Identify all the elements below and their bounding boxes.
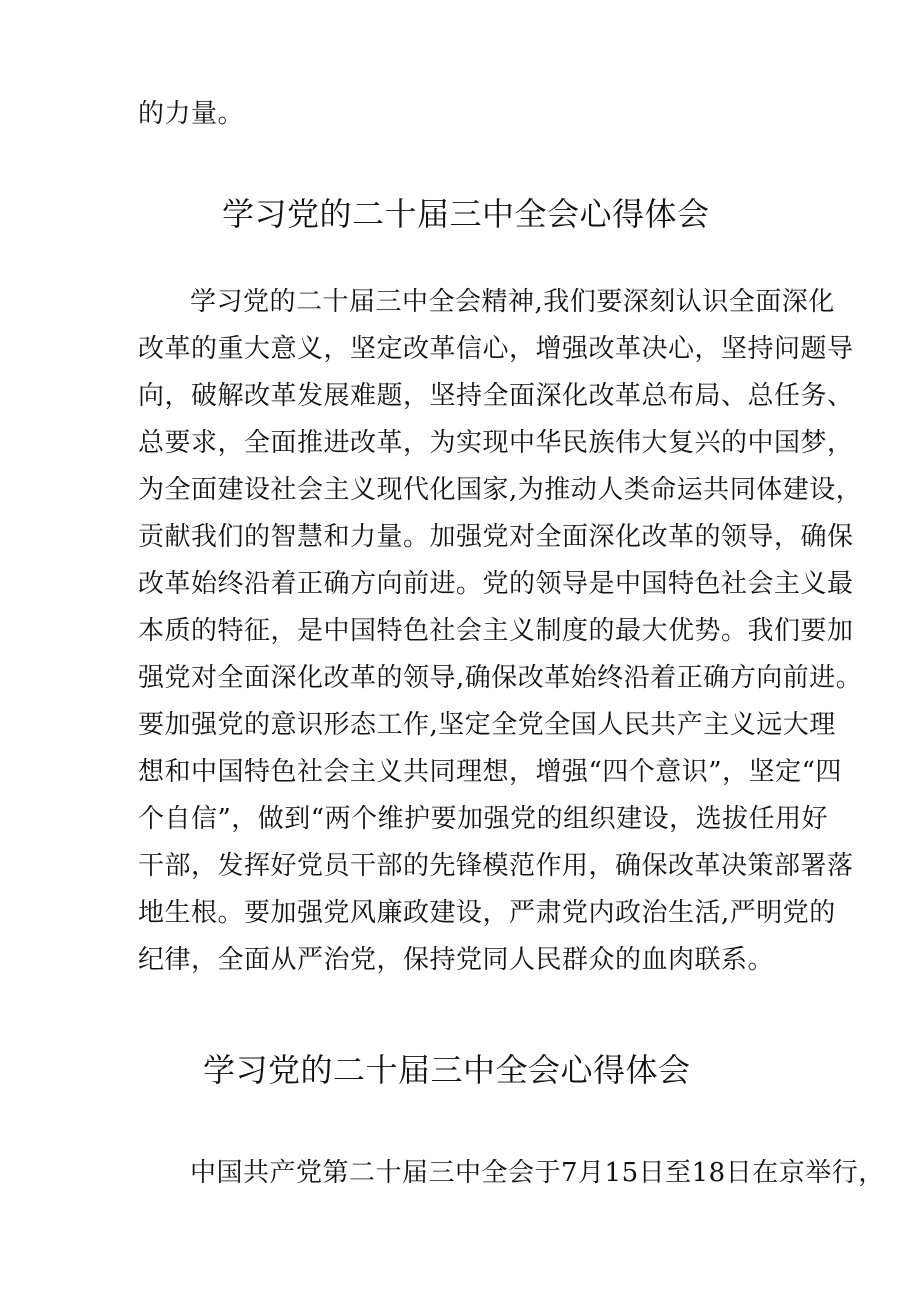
- paragraph-line: 纪律，全面从严治党，保持党同人民群众的血肉联系。: [138, 945, 775, 975]
- section-title: 学习党的二十届三中全会心得体会: [203, 1051, 691, 1089]
- paragraph-line: 改革始终沿着正确方向前进。党的领导是中国特色社会主义最: [138, 569, 854, 599]
- paragraph-line: 强党对全面深化改革的领导,确保改革始终沿着正确方向前进。: [138, 663, 863, 693]
- paragraph-line: 学习党的二十届三中全会精神,我们要深刻认识全面深化: [190, 287, 835, 317]
- paragraph-line: 本质的特征，是中国特色社会主义制度的最大优势。我们要加: [138, 616, 854, 646]
- paragraph-line: 总要求，全面推进改革，为实现中华民族伟大复兴的中国梦，: [138, 428, 854, 458]
- paragraph-line: 改革的重大意义，坚定改革信心，增强改革决心，坚持问题导: [138, 334, 854, 364]
- paragraph-line: 的力量。: [138, 99, 245, 129]
- paragraph-line: 为全面建设社会主义现代化国家,为推动人类命运共同体建设，: [138, 475, 863, 505]
- paragraph-line: 地生根。要加强党风廉政建设，严肃党内政治生活,严明党的: [138, 898, 836, 928]
- paragraph-line: 向，破解改革发展难题，坚持全面深化改革总布局、总任务、: [138, 381, 854, 411]
- section-title: 学习党的二十届三中全会心得体会: [222, 195, 710, 233]
- paragraph-line: 中国共产党第二十届三中全会于7月15日至18日在京举行，: [190, 1158, 885, 1188]
- paragraph-line: 想和中国特色社会主义共同理想，增强“四个意识”，坚定“四: [138, 757, 842, 787]
- paragraph-line: 贡献我们的智慧和力量。加强党对全面深化改革的领导，确保: [138, 522, 854, 552]
- paragraph-line: 个自信”，做到“两个维护要加强党的组织建设，选拔任用好: [138, 804, 829, 834]
- paragraph-line: 要加强党的意识形态工作,坚定全党全国人民共产主义远大理: [138, 710, 836, 740]
- paragraph-line: 干部，发挥好党员干部的先锋模范作用，确保改革决策部署落: [138, 851, 854, 881]
